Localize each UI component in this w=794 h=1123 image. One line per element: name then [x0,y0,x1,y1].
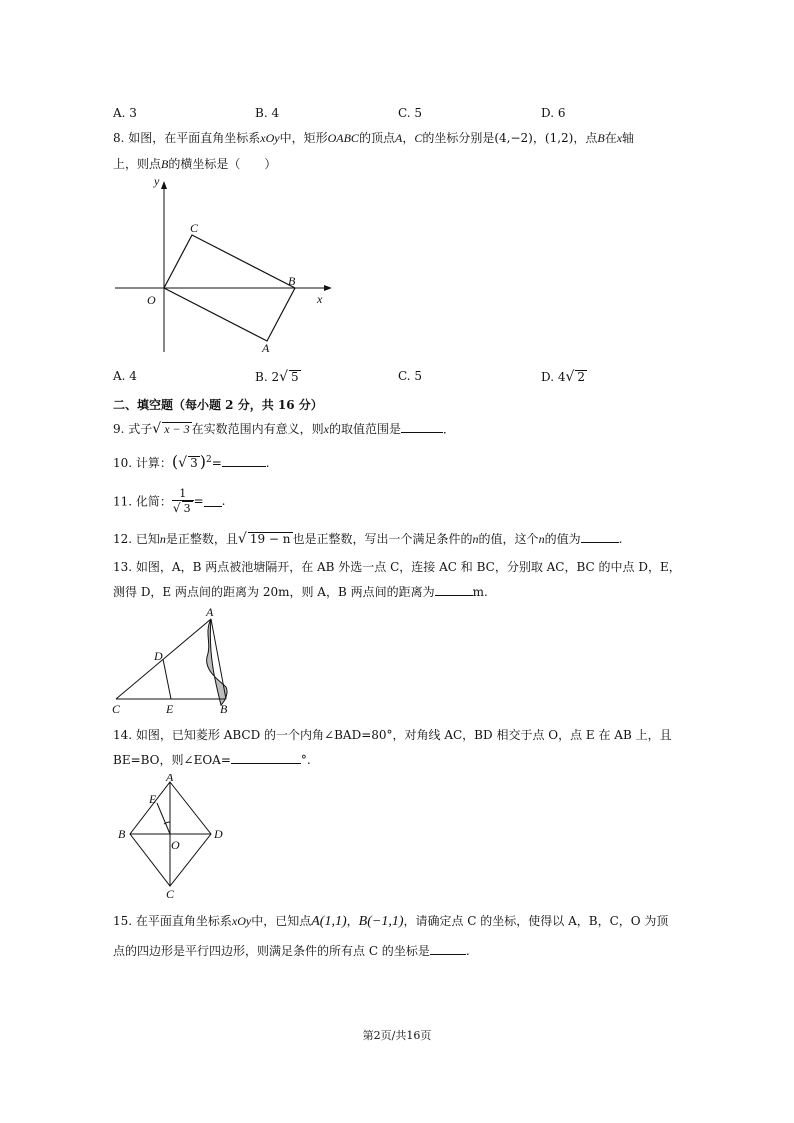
label-o: O [171,838,180,852]
q11-numerator: 1 [172,487,194,501]
q8-point-b: B [161,157,169,171]
q8-text: 上，则点 [113,157,162,171]
q8-option-b [255,369,301,385]
q14-line2 [113,751,311,768]
q12-n: n [159,532,166,546]
q15-text: ，请确定点 C 的坐标，使得以 A，B，C，O 为顶 [403,914,669,928]
q8-option-d-radicand: 2 [577,370,586,384]
q9-x: x [323,422,329,436]
q7-option-d: D. 6 [541,106,566,120]
label-o: O [147,293,156,307]
q9-text: 的取值范围是 [328,422,401,436]
q13-text: 测得 D，E 两点间的距离为 20m，则 A，B 两点间的距离为 [113,585,435,599]
q12-text: . [618,532,623,546]
paren-open: ( [171,452,179,471]
q8-x: x [616,131,623,145]
q7-option-b: B. 4 [255,106,280,120]
q11 [113,487,225,515]
q8-option-a: A. 4 [113,369,137,383]
label-b: B [288,274,296,288]
q8-option-d [541,369,587,385]
q12-text: 也是正整数，写出一个满足条件的 [292,532,473,546]
q8-coord-a: (4,−2) [494,131,533,145]
q8-point-c: C [414,131,423,145]
q14-answer-blank[interactable] [231,753,301,764]
q8-oabc: OABC [327,131,359,145]
label-b: B [220,702,228,716]
pond-shape [207,619,227,705]
radical-icon: √ [279,369,289,385]
q10-exponent: 2 [205,455,212,465]
q14-text: °. [300,753,311,767]
paren-close: ) [199,452,206,471]
q12-text: 12. 已知 [113,532,160,546]
q12-n: n [538,532,545,546]
q13-answer-blank[interactable] [435,585,473,596]
q7-option-a: A. 3 [113,106,137,120]
q8-text: 8. 如图，在平面直角坐标系 [113,131,261,145]
q8-line2 [113,155,276,172]
q11-answer-blank[interactable] [204,496,222,507]
q8-text: 的顶点 [358,131,395,145]
q15-text: ， [346,914,359,928]
q11-denominator [172,501,194,515]
q10 [113,452,270,471]
q10-radicand: 3 [190,456,198,470]
q8-text: ， [532,131,545,145]
page-number: 第2页/共16页 [362,1029,432,1042]
label-y: y [154,174,160,188]
q8-option-d-text: D. 4 [541,370,566,384]
q10-text: . [265,456,270,470]
q8-option-b-text: B. 2 [255,370,280,384]
label-a: A [206,605,214,619]
q7-option-c: C. 5 [398,106,423,120]
q15-point-b: B(−1,1) [358,914,404,929]
q11-radicand: 3 [183,502,191,515]
q8-point-a: A [394,131,403,145]
label-b: B [118,827,126,841]
q10-answer-blank[interactable] [222,456,266,467]
q15-text: . [465,944,470,958]
radical-icon: √ [172,501,181,515]
q12-text: 的值为 [544,532,581,546]
q10-text: = [211,456,222,470]
label-a: A [262,341,270,355]
y-axis-arrow-icon [161,181,167,189]
radical-icon: √ [565,369,575,385]
section-title: 二、填空题（每小题 2 分，共 16 分） [113,398,323,412]
q8-coord-c: (1,2) [544,131,574,145]
label-a: A [166,774,174,784]
q9-answer-blank[interactable] [401,422,443,433]
q11-text: = [193,494,204,508]
q8-point-b: B [597,131,605,145]
q13-line1: 13. 如图，A，B 两点被池塘隔开，在 AB 外选一点 C，连接 AC 和 BC，分别取 AC，BC 的中点 D，E， [113,560,681,574]
q13-pond-figure [108,605,248,717]
label-c: C [166,887,175,901]
q15-answer-blank[interactable] [430,944,466,955]
q11-text: . [221,494,226,508]
q15-text: 15. 在平面直角坐标系 [113,914,232,928]
q15-text: 点的四边形是平行四边形，则满足条件的所有点 C 的坐标是 [113,944,430,958]
q8-line1 [113,129,634,146]
q11-fraction [172,487,194,515]
q15-xoy: xOy [231,914,252,928]
q8-option-b-radicand: 5 [291,370,299,384]
q8-option-c: C. 5 [398,369,423,383]
label-c: C [190,221,199,235]
q9-radicand: x − 3 [164,422,190,436]
segment-eo [157,803,170,834]
q8-text: ， [402,131,415,145]
x-axis-arrow-icon [324,285,332,291]
q8-text: 的坐标分别是 [422,131,495,145]
q12-radicand: 19 − n [249,532,291,546]
radical-icon: √ [237,531,247,547]
label-c: C [112,702,121,716]
segment-de [163,659,171,699]
q13-line2 [113,583,488,600]
q15-line2 [113,942,470,959]
radical-icon: √ [178,455,188,471]
q8-text: 轴 [622,131,635,145]
q14-line1: 14. 如图，已知菱形 ABCD 的一个内角∠BAD=80°，对角线 AC，BD 相交于点 O，点 E 在 AB 上，且 [113,728,672,742]
q10-text: 10. 计算： [113,456,172,470]
q13-text: m. [472,585,488,599]
q9-text: 9. 式子 [113,422,153,436]
q12-text: 是正整数，且 [165,532,238,546]
q8-text: 在 [604,131,617,145]
q8-coordinate-figure [110,172,340,357]
label-e: E [166,702,174,716]
label-e: E [149,792,157,806]
q12-answer-blank[interactable] [581,532,619,543]
q15-text: 中，已知点 [251,914,312,928]
q8-text: 的横坐标是（ ） [168,157,277,171]
q8-xoy: xOy [260,131,280,145]
q15-point-a: A(1,1) [311,914,347,929]
q12 [113,530,622,547]
label-d: D [214,827,223,841]
label-x: x [317,292,323,306]
label-d: D [154,649,163,663]
q12-text: 的值，这个 [478,532,539,546]
q11-text: 11. 化简： [113,494,172,509]
q15-line1 [113,912,668,930]
q8-text: 中，矩形 [279,131,328,145]
q8-text: ，点 [573,131,598,145]
q9 [113,420,455,437]
q14-text: BE=BO，则∠EOA= [113,753,231,767]
q9-text: 在实数范围内有意义，则 [191,422,324,436]
q9-text: ． [442,422,455,436]
radical-icon: √ [152,421,162,437]
q14-rhombus-figure [112,774,228,902]
q12-n: n [472,532,479,546]
